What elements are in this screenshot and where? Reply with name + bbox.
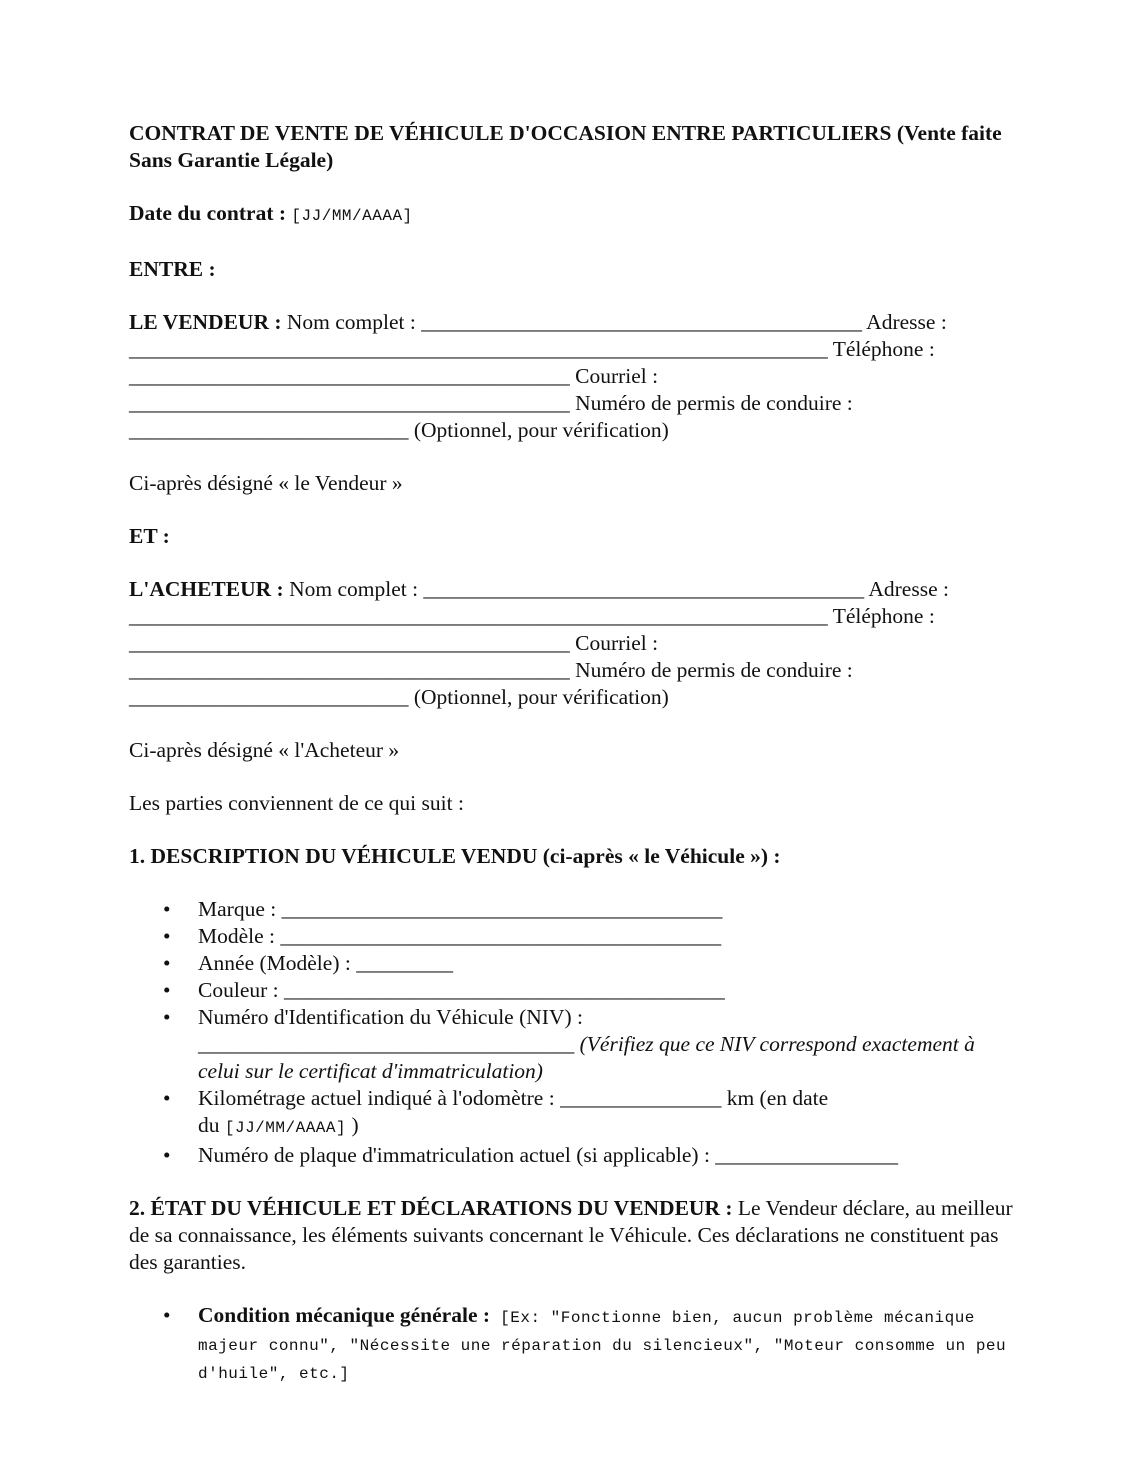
seller-license-field: __________________________ (Optionnel, pour vérification) — [129, 418, 669, 442]
date-placeholder: [JJ/MM/AAAA] — [291, 207, 413, 225]
seller-label: LE VENDEUR : — [129, 310, 282, 334]
section1-heading: 1. DESCRIPTION DU VÉHICULE VENDU (ci-après « le Véhicule ») : — [129, 844, 781, 868]
seller-name-field: Nom complet : _________________________________________ Adresse : — [281, 310, 947, 334]
buyer-label: L'ACHETEUR : — [129, 577, 284, 601]
et-heading: ET : — [129, 524, 170, 548]
seller-block — [129, 309, 1019, 444]
list-item-niv — [198, 1004, 1019, 1085]
condition-placeholder: [Ex: "Fonctionne bien, aucun problème mécanique majeur connu", "Nécessite une réparation du silencieux", "Moteur consomme un peu d'huile", etc.] — [198, 1309, 1007, 1383]
list-item-marque: • Marque : _________________________________________ — [198, 896, 1019, 923]
contract-date — [129, 200, 1019, 230]
buyer-block — [129, 576, 1019, 711]
km-close: ) — [346, 1113, 359, 1137]
km-du: du — [198, 1113, 225, 1137]
list-item-annee: • Année (Modèle) : _________ — [198, 950, 1019, 977]
section2-paragraph — [129, 1195, 1019, 1276]
vehicle-description-list — [129, 896, 1019, 1169]
contract-title: CONTRAT DE VENTE DE VÉHICULE D'OCCASION ENTRE PARTICULIERS (Vente faite Sans Garantie Légale) — [129, 121, 1002, 172]
niv-blank: ___________________________________ — [198, 1032, 580, 1056]
entre-heading: ENTRE : — [129, 257, 216, 281]
vehicle-condition-list — [129, 1302, 1019, 1386]
list-item-modele: • Modèle : _________________________________________ — [198, 923, 1019, 950]
condition-label: Condition mécanique générale : — [198, 1303, 491, 1327]
list-item-kilometrage — [198, 1085, 1019, 1142]
km-date-placeholder: [JJ/MM/AAAA] — [224, 1119, 347, 1137]
seller-email-field: _________________________________________ Numéro de permis de conduire : — [129, 391, 853, 415]
buyer-email-field: _________________________________________ Numéro de permis de conduire : — [129, 658, 853, 682]
seller-designation: Ci-après désigné « le Vendeur » — [129, 471, 403, 495]
km-text: Kilométrage actuel indiqué à l'odomètre : _______________ km (en date — [198, 1086, 829, 1110]
buyer-phone-field: _________________________________________ Courriel : — [129, 631, 659, 655]
section2-text: Le Vendeur déclare, au meilleur de sa connaissance, les éléments suivants concernant le Véhicule. Ces déclarations ne constituent pas des garanties. — [129, 1196, 1013, 1274]
section2-heading: 2. ÉTAT DU VÉHICULE ET DÉCLARATIONS DU VENDEUR : — [129, 1196, 733, 1220]
date-label: Date du contrat : — [129, 201, 287, 225]
seller-address-field: _________________________________________________________________ Téléphone : — [129, 337, 935, 361]
parties-agreement: Les parties conviennent de ce qui suit : — [129, 791, 464, 815]
niv-note: (Vérifiez que ce NIV correspond exactement à celui sur le certificat d'immatriculation) — [198, 1032, 975, 1083]
buyer-name-field: Nom complet : _________________________________________ Adresse : — [283, 577, 949, 601]
list-item-condition — [198, 1302, 1019, 1386]
list-item-couleur: • Couleur : _________________________________________ — [198, 977, 1019, 1004]
buyer-license-field: __________________________ (Optionnel, pour vérification) — [129, 685, 669, 709]
buyer-designation: Ci-après désigné « l'Acheteur » — [129, 738, 400, 762]
niv-label: Numéro d'Identification du Véhicule (NIV) : — [198, 1005, 583, 1029]
list-item-plaque: • Numéro de plaque d'immatriculation actuel (si applicable) : _________________ — [198, 1142, 1019, 1169]
document-page — [129, 120, 1019, 1386]
seller-phone-field: _________________________________________ Courriel : — [129, 364, 659, 388]
buyer-address-field: _________________________________________________________________ Téléphone : — [129, 604, 935, 628]
